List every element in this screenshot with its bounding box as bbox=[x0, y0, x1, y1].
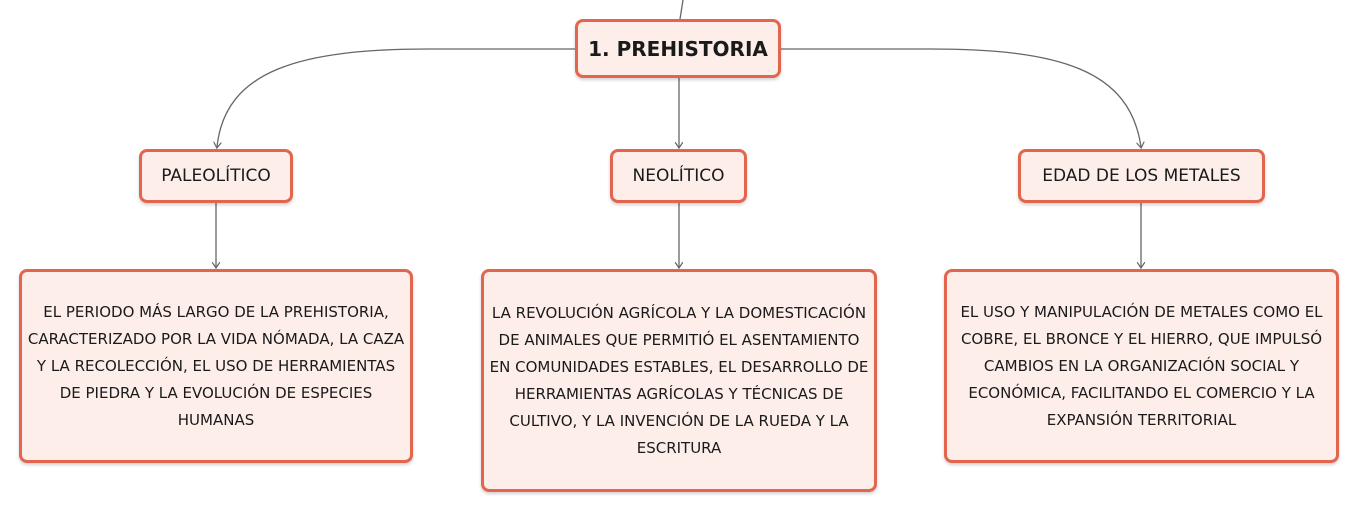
description-text: LA REVOLUCIÓN AGRÍCOLA Y LA DOMESTICACIÓN DE ANIMALES QUE PERMITIÓ EL ASENTAMIENTO EN COMUNIDADES ESTABLES, EL DESARROLLO DE HERRAMIENTAS AGRÍCOLAS Y TÉCNICAS DE CULTIVO, Y LA INVENCIÓN DE LA RUEDA Y LA ESCRITURA bbox=[489, 303, 869, 457]
description-edad-de-los-metales[interactable] bbox=[944, 269, 1339, 463]
root-label: 1. PREHISTORIA bbox=[588, 36, 768, 61]
topic-label: NEOLÍTICO bbox=[632, 166, 725, 186]
topic-neolitico[interactable] bbox=[610, 149, 747, 203]
topic-label: PALEOLÍTICO bbox=[161, 166, 271, 186]
connector-incoming bbox=[680, 0, 683, 19]
topic-paleolitico[interactable] bbox=[139, 149, 293, 203]
description-paleolitico[interactable] bbox=[19, 269, 413, 463]
root-node[interactable] bbox=[575, 19, 781, 78]
connector-root-metales bbox=[781, 49, 1141, 147]
description-text: EL PERIODO MÁS LARGO DE LA PREHISTORIA, CARACTERIZADO POR LA VIDA NÓMADA, LA CAZA Y LA RECOLECCIÓN, EL USO DE HERRAMIENTAS DE PIEDRA Y LA EVOLUCIÓN DE ESPECIES HUMANAS bbox=[27, 302, 405, 429]
topic-edad-de-los-metales[interactable] bbox=[1018, 149, 1265, 203]
description-neolitico[interactable] bbox=[481, 269, 877, 492]
description-text: EL USO Y MANIPULACIÓN DE METALES COMO EL COBRE, EL BRONCE Y EL HIERRO, QUE IMPULSÓ CAMBIOS EN LA ORGANIZACIÓN SOCIAL Y ECONÓMICA, FACILITANDO EL COMERCIO Y LA EXPANSIÓN TERRITORIAL bbox=[960, 302, 1323, 429]
topic-label: EDAD DE LOS METALES bbox=[1042, 166, 1241, 186]
connector-root-paleolitico bbox=[217, 49, 575, 147]
